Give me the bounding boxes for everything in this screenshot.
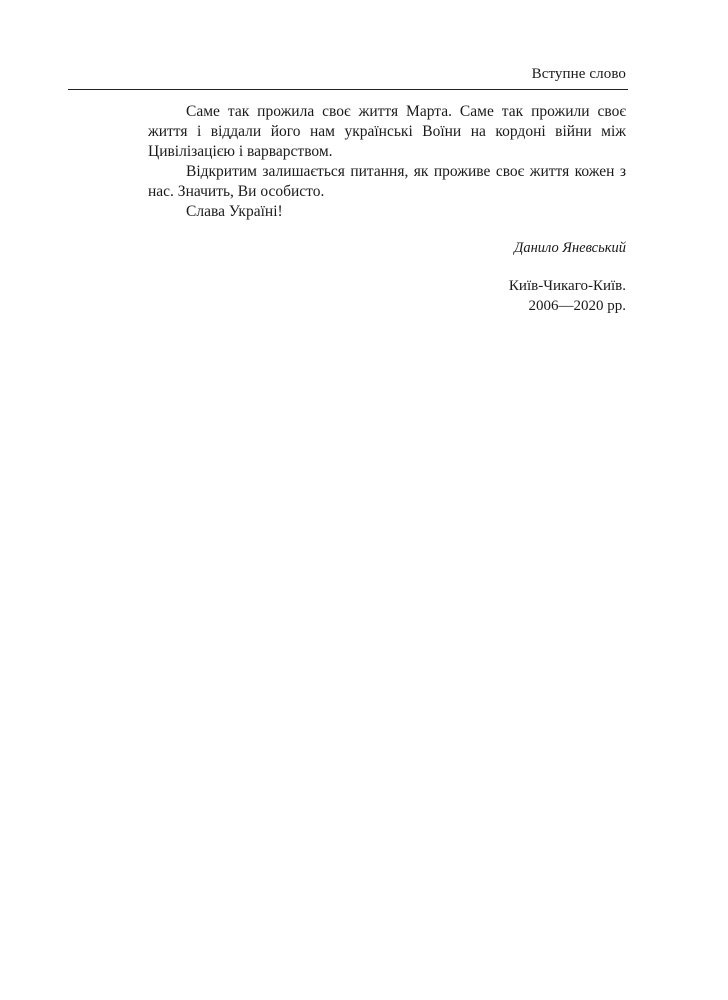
paragraph-2: Відкритим залишається питання, як проживе своє життя кожен з нас. Значить, Ви особисто. xyxy=(148,163,626,200)
body-text xyxy=(148,102,626,222)
header-rule xyxy=(68,89,628,90)
paragraph-1: Саме так прожила своє життя Марта. Саме так прожили своє життя і віддали його нам українські Воїни на кордоні війни між Цивілізацією і варварством. xyxy=(148,103,626,160)
paragraph-3: Слава Україні! xyxy=(186,203,283,220)
place-and-date xyxy=(509,276,626,316)
place-line: Київ-Чикаго-Київ. xyxy=(508,278,626,294)
years-line: 2006—2020 рр. xyxy=(528,298,626,314)
author-signature: Данило Яневський xyxy=(514,240,626,256)
running-head-title: Вступне слово xyxy=(531,66,626,82)
